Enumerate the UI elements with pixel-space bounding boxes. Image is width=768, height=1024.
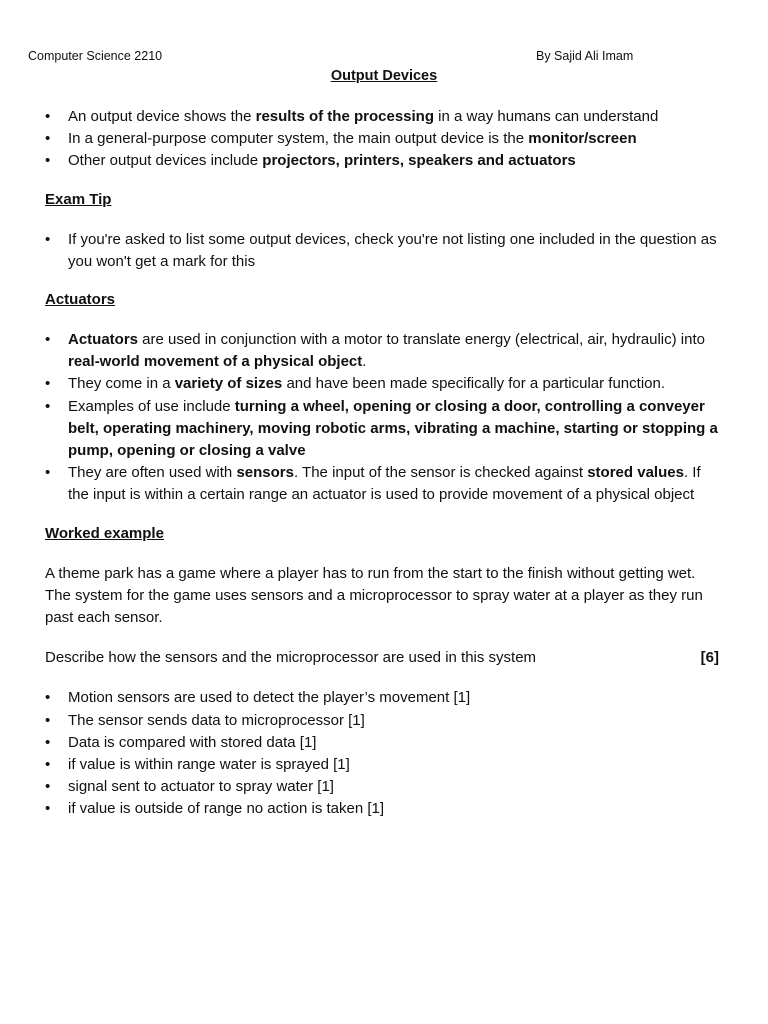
exam-tip-list	[45, 229, 725, 273]
answer-list	[45, 687, 725, 820]
exam-tip-heading: Exam Tip	[45, 190, 112, 208]
list-item: • Examples of use include turning a wheel, opening or closing a door, controlling a conveyer belt, operating machinery, moving robotic arms, vibrating a machine, starting or stopping a pump, opening or closing a valve	[45, 396, 725, 463]
worked-example-heading: Worked example	[45, 524, 164, 542]
list-item: • if value is outside of range no action is taken [1]	[45, 798, 725, 820]
list-item: • Data is compared with stored data [1]	[45, 732, 725, 754]
actuators-list	[45, 329, 725, 507]
list-item: • If you're asked to list some output devices, check you're not listing one included in the question as you won't get a mark for this	[45, 229, 725, 273]
list-item: • Actuators are used in conjunction with a motor to translate energy (electrical, air, hydraulic) into real-world movement of a physical object.	[45, 329, 725, 373]
list-item: • They are often used with sensors. The input of the sensor is checked against stored values. If the input is within a certain range an actuator is used to provide movement of a physical object	[45, 462, 725, 506]
course-label: Computer Science 2210	[28, 49, 163, 63]
document-body	[45, 106, 725, 821]
list-item: • Motion sensors are used to detect the player’s movement [1]	[45, 687, 725, 709]
list-item: • Other output devices include projectors, printers, speakers and actuators	[45, 150, 725, 172]
list-item: • They come in a variety of sizes and have been made specifically for a particular function.	[45, 373, 725, 395]
author-label: By Sajid Ali Imam	[536, 49, 634, 63]
list-item: • signal sent to actuator to spray water [1]	[45, 776, 725, 798]
list-item: • if value is within range water is sprayed [1]	[45, 754, 725, 776]
actuators-heading: Actuators	[45, 291, 116, 309]
intro-list	[45, 106, 725, 173]
question-text: Describe how the sensors and the microprocessor are used in this system	[45, 649, 537, 667]
list-item: • The sensor sends data to microprocessor [1]	[45, 710, 725, 732]
question-line	[45, 647, 725, 669]
marks-label: [6]	[700, 649, 719, 667]
page-title: Output Devices	[330, 68, 438, 84]
list-item: • In a general-purpose computer system, the main output device is the monitor/screen	[45, 128, 725, 150]
worked-example-paragraph: A theme park has a game where a player has to run from the start to the finish without getting wet. The system for the game uses sensors and a microprocessor to spray water at a player as they run past each sensor.	[45, 564, 703, 627]
list-item: • An output device shows the results of the processing in a way humans can understand	[45, 106, 725, 128]
